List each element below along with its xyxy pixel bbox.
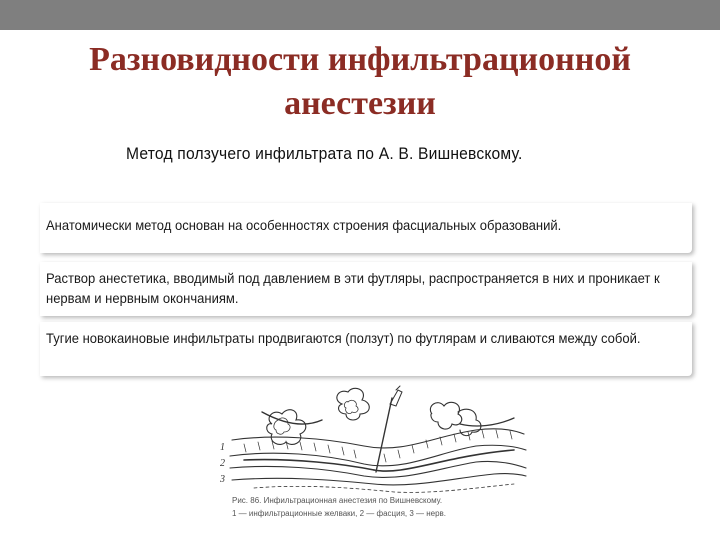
figure-caption-line-2: 1 — инфильтрационные желваки, 2 — фасция, 3 — нерв. — [232, 509, 447, 518]
top-bar — [0, 0, 720, 30]
figure-caption — [232, 494, 446, 520]
figure-label-2: 2 — [220, 458, 225, 469]
figure-label-3: 3 — [220, 474, 225, 485]
text-block-2 — [40, 262, 692, 316]
slide-title — [40, 38, 680, 126]
title-line-1: Разновидности инфильтрационной — [89, 41, 631, 78]
text-block-1 — [40, 203, 692, 253]
slide-subtitle: Метод ползучего инфильтрата по А. В. Вишневскому. — [126, 144, 523, 163]
figure-label-1: 1 — [220, 442, 225, 453]
text-block-3-text: Тугие новокаиновые инфильтраты продвигаются (ползут) по футлярам и сливаются между собой. — [46, 330, 641, 346]
text-block-1-text: Анатомически метод основан на особенностях строения фасциальных образований. — [46, 217, 562, 233]
title-line-2: анестезии — [284, 85, 436, 122]
figure-caption-line-1: Рис. 86. Инфильтрационная анестезия по Вишневскому. — [232, 496, 443, 505]
text-block-2-text: Раствор анестетика, вводимый под давлением в эти футляры, распространяется в них и проникает к нервам и нервным окончаниям. — [46, 270, 660, 306]
text-block-3 — [40, 322, 692, 376]
